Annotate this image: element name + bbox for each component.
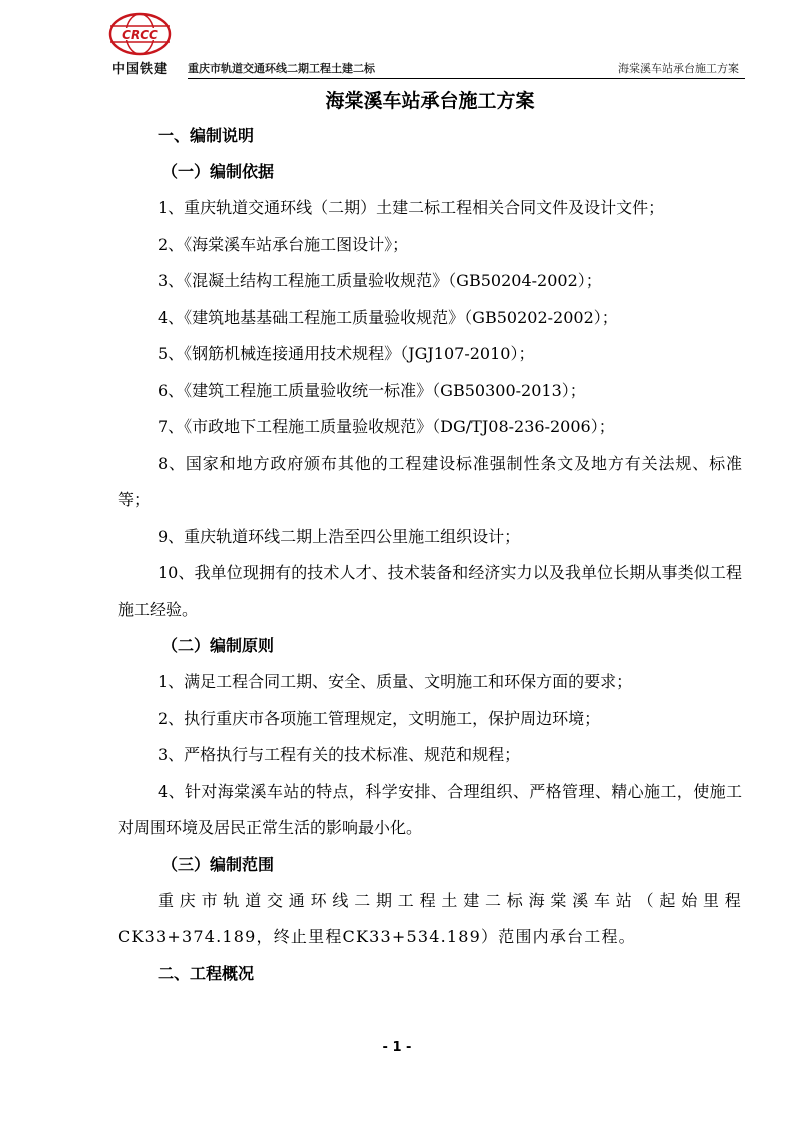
crcc-logo [100, 12, 180, 76]
subsection-heading-scope: （三）编制范围 [162, 854, 275, 874]
basis-item: 1、重庆轨道交通环线（二期）土建二标工程相关合同文件及设计文件； [158, 198, 665, 217]
crcc-logo-icon [100, 12, 180, 58]
basis-item: 4、《建筑地基基础工程施工质量验收规范》（GB50202-2002）； [158, 307, 618, 327]
subsection-heading-principles: （二）编制原则 [162, 636, 275, 655]
principle-item: 2、执行重庆市各项施工管理规定，文明施工，保护周边环境； [158, 708, 601, 728]
header-document-name: 海棠溪车站承台施工方案 [618, 62, 739, 75]
principle-item: 4、针对海棠溪车站的特点，科学安排、合理组织、严格管理、精心施工，使施工对周围环境及居民正常生活的影响最小化。 [118, 781, 742, 837]
principle-item: 3、严格执行与工程有关的技术标准、规范和规程； [158, 745, 521, 764]
header-project-name: 重庆市轨道交通环线二期工程土建二标 [188, 62, 375, 75]
section-heading-2: 二、工程概况 [158, 963, 255, 983]
svg-text:CRCC: CRCC [122, 28, 158, 42]
basis-item: 9、重庆轨道环线二期上浩至四公里施工组织设计； [158, 526, 521, 546]
basis-item: 2、《海棠溪车站承台施工图设计》； [158, 234, 409, 254]
page-number: - 1 - [382, 1040, 412, 1055]
basis-item: 3、《混凝土结构工程施工质量验收规范》（GB50204-2002）； [158, 271, 602, 290]
basis-item: 6、《建筑工程施工质量验收统一标准》（GB50300-2013）； [158, 380, 586, 400]
basis-item: 8、国家和地方政府颁布其他的工程建设标准强制性条文及地方有关法规、标准等； [118, 453, 742, 509]
page-header [100, 12, 745, 76]
document-title: 海棠溪车站承台施工方案 [325, 90, 535, 112]
subsection-heading-basis: （一）编制依据 [162, 162, 275, 181]
basis-item: 7、《市政地下工程施工质量验收规范》（DG/TJ08-236-2006）； [158, 417, 615, 436]
document-body [118, 84, 742, 992]
header-divider [188, 78, 745, 79]
principle-item: 1、满足工程合同工期、安全、质量、文明施工和环保方面的要求； [158, 672, 633, 691]
basis-item: 5、《钢筋机械连接通用技术规程》（JGJ107-2010）； [158, 344, 535, 363]
logo-text: 中国铁建 [111, 62, 168, 77]
basis-item: 10、我单位现拥有的技术人才、技术装备和经济实力以及我单位长期从事类似工程施工经验。 [118, 563, 742, 619]
scope-paragraph: 重庆市轨道交通环线二期工程土建二标海棠溪车站（起始里程CK33+374.189，终止里程CK33+534.189）范围内承台工程。 [118, 890, 742, 946]
section-heading-1: 一、编制说明 [158, 126, 255, 145]
